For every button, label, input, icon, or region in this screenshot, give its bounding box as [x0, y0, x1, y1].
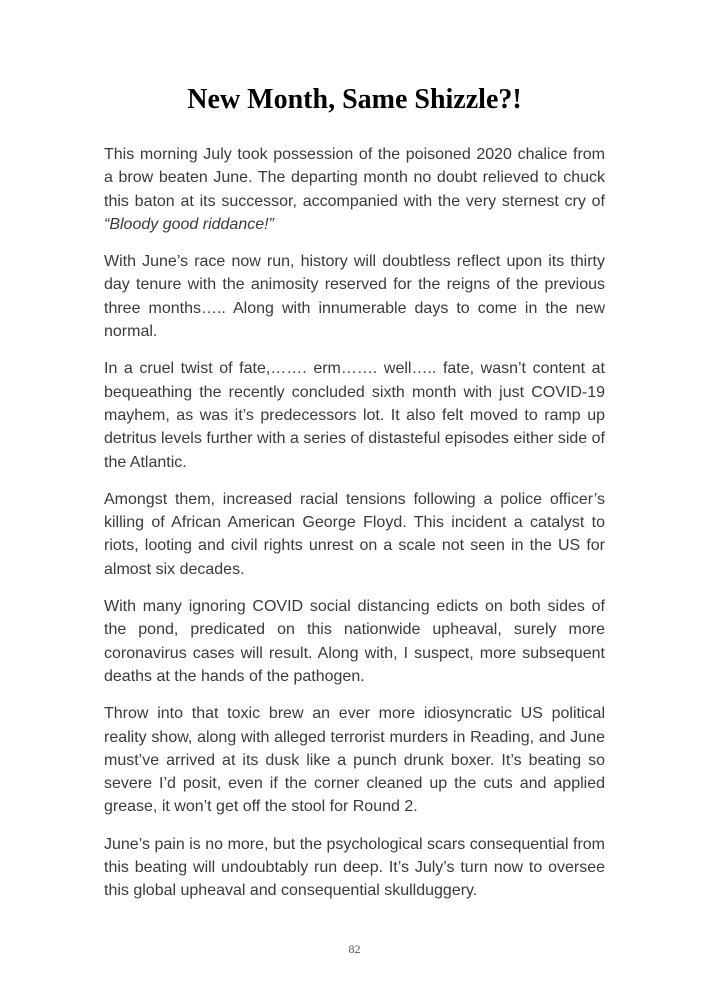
paragraph: June’s pain is no more, but the psychological scars consequential from this beating will undoubtably run deep. It’s July’s turn now to oversee this global upheaval and consequential skullduggery. — [104, 835, 605, 900]
paragraph-text: This morning July took possession of the poisoned 2020 chalice from a brow beaten June. The departing month no doubt relieved to chuck this baton at its successor, accompanied with the very sternest cry of — [104, 146, 605, 210]
paragraph — [104, 143, 605, 236]
italic-quote: “Bloody good riddance!” — [104, 215, 274, 233]
paragraph: In a cruel twist of fate,……. erm……. well….. fate, wasn’t content at bequeathing the recently concluded sixth month with just COVID-19 mayhem, as was it’s predecessors lot. It also felt moved to ramp up detritus levels further with a series of distasteful episodes either side of the Atlantic. — [104, 360, 605, 471]
page-number: 82 — [348, 942, 361, 956]
article-body — [104, 143, 605, 917]
page-title: New Month, Same Shizzle?! — [187, 84, 522, 115]
paragraph: With June’s race now run, history will doubtless reflect upon its thirty day tenure with the animosity reserved for the reigns of the previous three months….. Along with innumerable days to come in the new normal. — [104, 253, 605, 341]
paragraph: Amongst them, increased racial tensions following a police officer’s killing of African American George Floyd. This incident a catalyst to riots, looting and civil rights unrest on a scale not seen in the US for almost six decades. — [104, 490, 605, 578]
paragraph: With many ignoring COVID social distancing edicts on both sides of the pond, predicated on this nationwide upheaval, surely more coronavirus cases will result. Along with, I suspect, more subsequent deaths at the hands of the pathogen. — [104, 598, 605, 685]
paragraph: Throw into that toxic brew an ever more idiosyncratic US political reality show, along with alleged terrorist murders in Reading, and June must’ve arrived at its dusk like a punch drunk boxer. It’s beating so severe I’d posit, even if the corner cleaned up the cuts and applied grease, it won’t get off the stool for Round 2. — [104, 705, 605, 816]
